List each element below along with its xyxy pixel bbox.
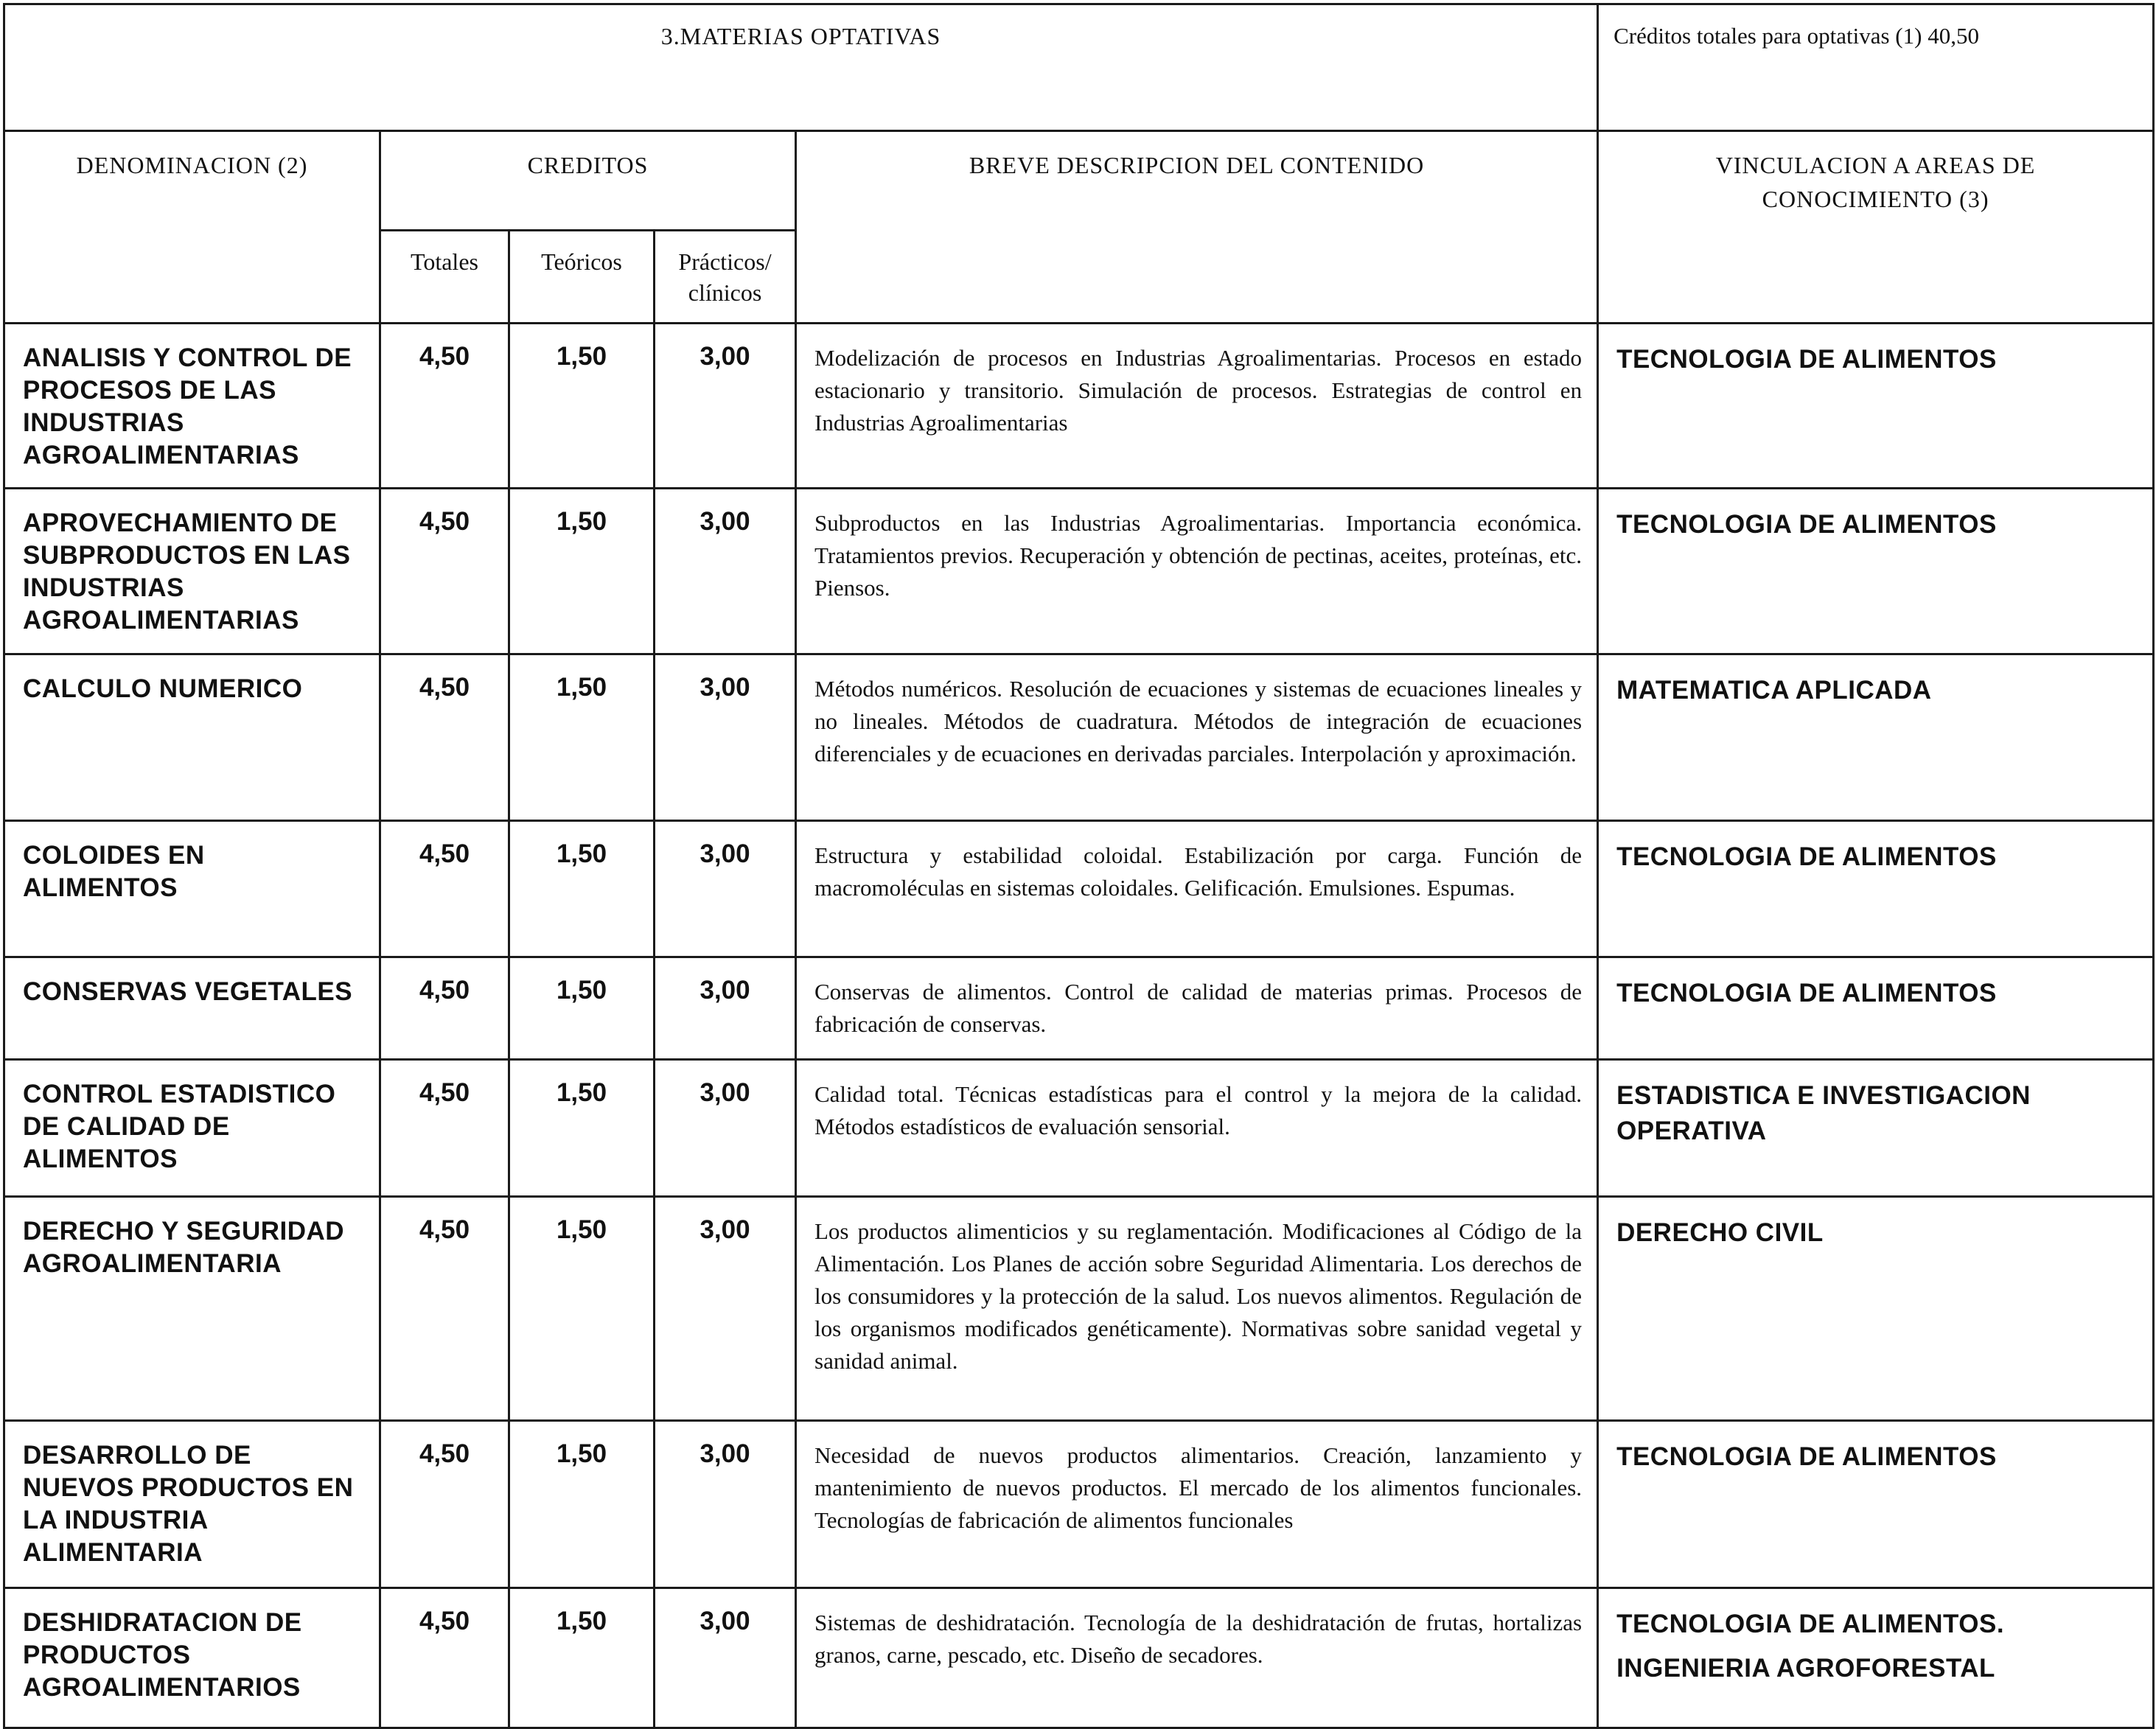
subject-name: APROVECHAMIENTO DE SUBPRODUCTOS EN LAS INDUSTRIAS AGROALIMENTARIAS: [4, 489, 380, 654]
knowledge-area-item: MATEMATICA APLICADA: [1616, 676, 1932, 705]
content-description: Estructura y estabilidad coloidal. Estabilización por carga. Función de macromoléculas en sistemas coloidales. Gelificación. Emulsiones. Espumas.: [796, 821, 1598, 957]
credits-total: 4,50: [380, 489, 509, 654]
credits-total: 4,50: [380, 821, 509, 957]
subject-name: DESARROLLO DE NUEVOS PRODUCTOS EN LA INDUSTRIA ALIMENTARIA: [4, 1421, 380, 1588]
header-denominacion: DENOMINACION (2): [4, 131, 380, 324]
credits-practicos: 3,00: [655, 1588, 796, 1728]
header-creditos: CREDITOS: [380, 131, 796, 231]
credits-total: 4,50: [380, 1588, 509, 1728]
table-row: [4, 654, 2154, 821]
credits-total: 4,50: [380, 1421, 509, 1588]
knowledge-area-item: INGENIERIA AGROFORESTAL: [1616, 1654, 1995, 1683]
credits-practicos: 3,00: [655, 1197, 796, 1421]
credits-teoricos: 1,50: [509, 957, 655, 1060]
knowledge-area: [1598, 1197, 2154, 1421]
knowledge-area: [1598, 654, 2154, 821]
credits-practicos: 3,00: [655, 324, 796, 489]
content-description: Conservas de alimentos. Control de calidad de materias primas. Procesos de fabricación de conservas.: [796, 957, 1598, 1060]
credits-total: 4,50: [380, 957, 509, 1060]
credits-teoricos: 1,50: [509, 1588, 655, 1728]
header-totales: Totales: [380, 231, 509, 324]
subject-name: DERECHO Y SEGURIDAD AGROALIMENTARIA: [4, 1197, 380, 1421]
table-row: [4, 489, 2154, 654]
content-description: Modelización de procesos en Industrias Agroalimentarias. Procesos en estado estacionario y transitorio. Simulación de procesos. Estrategias de control en Industrias Agroalimentarias: [796, 324, 1598, 489]
knowledge-area-item: TECNOLOGIA DE ALIMENTOS.: [1616, 1610, 2005, 1638]
knowledge-area: [1598, 489, 2154, 654]
subject-name: ANALISIS Y CONTROL DE PROCESOS DE LAS INDUSTRIAS AGROALIMENTARIAS: [4, 324, 380, 489]
knowledge-area-item: TECNOLOGIA DE ALIMENTOS: [1616, 842, 1997, 871]
knowledge-area: [1598, 957, 2154, 1060]
credits-practicos: 3,00: [655, 821, 796, 957]
knowledge-area: [1598, 821, 2154, 957]
content-description: Necesidad de nuevos productos alimentarios. Creación, lanzamiento y mantenimiento de nuevos productos. El mercado de los alimentos funcionales. Tecnologías de fabricación de alimentos funcionales: [796, 1421, 1598, 1588]
header-teoricos: Teóricos: [509, 231, 655, 324]
credits-practicos: 3,00: [655, 1060, 796, 1197]
table-row: [4, 821, 2154, 957]
knowledge-area: [1598, 1421, 2154, 1588]
credits-practicos: 3,00: [655, 654, 796, 821]
credits-teoricos: 1,50: [509, 324, 655, 489]
table-title: 3.MATERIAS OPTATIVAS: [4, 4, 1598, 131]
credits-teoricos: 1,50: [509, 489, 655, 654]
optional-subjects-table: [3, 3, 2155, 1729]
subject-name: CALCULO NUMERICO: [4, 654, 380, 821]
title-row: [4, 4, 2154, 131]
credits-practicos: 3,00: [655, 489, 796, 654]
subject-name: COLOIDES EN ALIMENTOS: [4, 821, 380, 957]
content-description: Subproductos en las Industrias Agroalimentarias. Importancia económica. Tratamientos previos. Recuperación y obtención de pectinas, aceites, proteínas, etc. Piensos.: [796, 489, 1598, 654]
credits-practicos: 3,00: [655, 1421, 796, 1588]
knowledge-area-item: DERECHO CIVIL: [1616, 1218, 1824, 1247]
content-description: Métodos numéricos. Resolución de ecuaciones y sistemas de ecuaciones lineales y no lineales. Métodos de cuadratura. Métodos de integración de ecuaciones diferenciales y de ecuaciones en derivadas parciales. Interpolación y aproximación.: [796, 654, 1598, 821]
subject-name: CONTROL ESTADISTICO DE CALIDAD DE ALIMENTOS: [4, 1060, 380, 1197]
table-row: [4, 1588, 2154, 1728]
credits-teoricos: 1,50: [509, 1060, 655, 1197]
table-row: [4, 1421, 2154, 1588]
knowledge-area-item: ESTADISTICA E INVESTIGACION OPERATIVA: [1616, 1081, 2031, 1145]
credits-teoricos: 1,50: [509, 654, 655, 821]
knowledge-area: [1598, 1588, 2154, 1728]
credits-teoricos: 1,50: [509, 1421, 655, 1588]
knowledge-area-item: TECNOLOGIA DE ALIMENTOS: [1616, 1442, 1997, 1471]
column-header-row: [4, 131, 2154, 231]
table-row: [4, 1060, 2154, 1197]
knowledge-area: [1598, 324, 2154, 489]
credits-teoricos: 1,50: [509, 821, 655, 957]
knowledge-area-item: TECNOLOGIA DE ALIMENTOS: [1616, 979, 1997, 1007]
credits-total: 4,50: [380, 1060, 509, 1197]
table-row: [4, 1197, 2154, 1421]
credits-total: 4,50: [380, 1197, 509, 1421]
table-row: [4, 324, 2154, 489]
credits-practicos: 3,00: [655, 957, 796, 1060]
credits-total: 4,50: [380, 324, 509, 489]
knowledge-area-item: TECNOLOGIA DE ALIMENTOS: [1616, 510, 1997, 539]
credits-teoricos: 1,50: [509, 1197, 655, 1421]
header-practicos: Prácticos/ clínicos: [655, 231, 796, 324]
header-descripcion: BREVE DESCRIPCION DEL CONTENIDO: [796, 131, 1598, 324]
content-description: Calidad total. Técnicas estadísticas para el control y la mejora de la calidad. Métodos estadísticos de evaluación sensorial.: [796, 1060, 1598, 1197]
knowledge-area-item: TECNOLOGIA DE ALIMENTOS: [1616, 345, 1997, 374]
subject-name: DESHIDRATACION DE PRODUCTOS AGROALIMENTARIOS: [4, 1588, 380, 1728]
table-row: [4, 957, 2154, 1060]
content-description: Los productos alimenticios y su reglamentación. Modificaciones al Código de la Alimentación. Los Planes de acción sobre Seguridad Alimentaria. Los derechos de los consumidores y la protección de la salud. Los nuevos alimentos. Regulación de los organismos modificados genéticamente). Normativas sobre sanidad vegetal y sanidad animal.: [796, 1197, 1598, 1421]
knowledge-area: [1598, 1060, 2154, 1197]
header-vinculacion: VINCULACION A AREAS DE CONOCIMIENTO (3): [1598, 131, 2154, 324]
credits-total: 4,50: [380, 654, 509, 821]
content-description: Sistemas de deshidratación. Tecnología de la deshidratación de frutas, hortalizas granos, carne, pescado, etc. Diseño de secadores.: [796, 1588, 1598, 1728]
subject-name: CONSERVAS VEGETALES: [4, 957, 380, 1060]
total-credits-label: Créditos totales para optativas (1) 40,50: [1598, 4, 2154, 131]
